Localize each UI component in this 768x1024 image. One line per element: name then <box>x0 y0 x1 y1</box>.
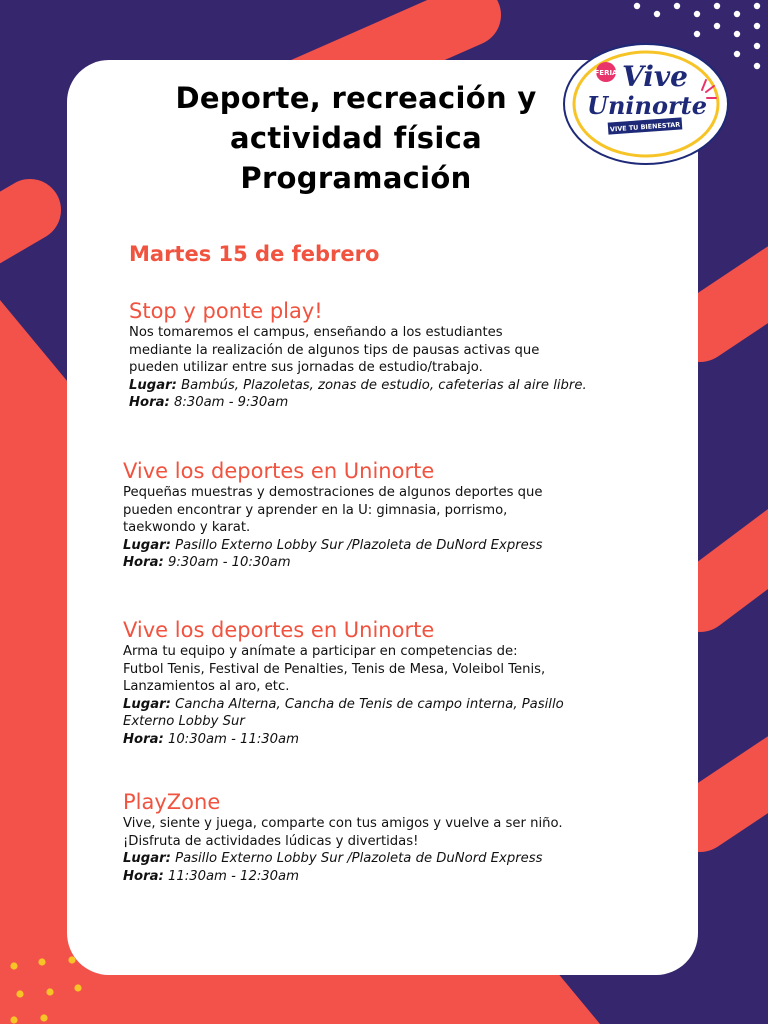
title-line-1: Deporte, recreación y <box>175 81 537 115</box>
time-value: 11:30am - 12:30am <box>163 868 299 884</box>
time-value: 10:30am - 11:30am <box>163 731 299 747</box>
place-label: Lugar: <box>123 851 171 866</box>
white-dot <box>754 3 760 9</box>
event-title: Vive los deportes en Uninorte <box>123 459 435 483</box>
place-value: Pasillo Externo Lobby Sur /Plazoleta de DuNord Express <box>170 537 543 553</box>
place-value: Bambús, Plazoletas, zonas de estudio, cafeterias al aire libre. <box>176 377 587 393</box>
time-label: Hora: <box>129 395 170 410</box>
title-line-3: Programación <box>240 161 472 195</box>
event-description <box>129 324 659 377</box>
description-line: pueden utilizar entre sus jornadas de estudio/trabajo. <box>129 360 483 375</box>
event-description <box>123 643 653 696</box>
description-line: Lanzamientos al aro, etc. <box>123 679 290 694</box>
event-place <box>123 537 653 555</box>
date-heading: Martes 15 de febrero <box>129 242 380 266</box>
yellow-dot <box>16 990 23 997</box>
time-label: Hora: <box>123 731 164 747</box>
page-title <box>86 78 626 198</box>
event-time <box>123 554 653 572</box>
white-dot <box>754 23 760 29</box>
time-value: 9:30am - 10:30am <box>163 555 291 570</box>
yellow-dot <box>40 1014 47 1021</box>
logo-tagline: VIVE TU BIENESTAR <box>609 120 681 134</box>
white-dot <box>694 31 700 37</box>
white-dot <box>694 11 700 17</box>
event-time <box>129 394 659 412</box>
description-line: taekwondo y karat. <box>123 520 251 535</box>
event-title: PlayZone <box>123 790 221 814</box>
time-value: 8:30am - 9:30am <box>169 395 289 410</box>
yellow-dot <box>10 1016 17 1023</box>
white-dot <box>734 51 740 57</box>
place-value: Cancha Alterna, Cancha de Tenis de campo interna, Pasillo <box>170 696 564 712</box>
place-label: Lugar: <box>123 537 171 553</box>
event-item <box>123 617 653 748</box>
description-line: Arma tu equipo y anímate a participar en competencias de: <box>123 644 518 659</box>
event-time <box>123 868 653 886</box>
white-dot <box>674 3 680 9</box>
event-title: Stop y ponte play! <box>129 299 323 323</box>
place-value: Pasillo Externo Lobby Sur /Plazoleta de DuNord Express <box>170 851 543 866</box>
description-line: Pequeñas muestras y demostraciones de algunos deportes que <box>123 485 543 500</box>
logo-word-vive: Vive <box>622 60 688 93</box>
white-dot <box>714 23 720 29</box>
event-item <box>129 298 659 412</box>
event-place <box>123 850 653 868</box>
title-line-2: actividad física <box>230 121 482 155</box>
white-dot <box>714 3 720 9</box>
logo-word-uninorte: Uninorte <box>587 91 707 120</box>
logo-badge: FERIA <box>594 69 618 77</box>
time-label: Hora: <box>123 868 164 884</box>
description-line: pueden encontrar y aprender en la U: gimnasia, porrismo, <box>123 502 508 518</box>
event-place-continued: Externo Lobby Sur <box>123 714 245 729</box>
place-label: Lugar: <box>123 696 171 712</box>
event-place <box>123 696 653 714</box>
white-dot <box>654 11 660 17</box>
white-dot <box>734 31 740 37</box>
white-dot <box>754 63 760 69</box>
event-time <box>123 731 653 749</box>
place-label: Lugar: <box>129 377 177 393</box>
time-label: Hora: <box>123 555 164 570</box>
description-line: mediante la realización de algunos tips de pausas activas que <box>129 342 540 358</box>
coral-stripe-left <box>0 210 30 245</box>
event-title: Vive los deportes en Uninorte <box>123 618 435 642</box>
event-item <box>123 789 653 885</box>
event-place <box>129 377 659 395</box>
yellow-dot <box>74 984 81 991</box>
description-line: Vive, siente y juega, comparte con tus amigos y vuelve a ser niño. <box>123 816 563 831</box>
white-dot <box>734 11 740 17</box>
white-dot <box>634 3 640 9</box>
event-description <box>123 484 653 537</box>
event-description <box>123 815 653 850</box>
description-line: ¡Disfruta de actividades lúdicas y divertidas! <box>123 833 419 849</box>
description-line: Nos tomaremos el campus, enseñando a los estudiantes <box>129 325 503 340</box>
description-line: Futbol Tenis, Festival de Penalties, Tenis de Mesa, Voleibol Tenis, <box>123 661 546 677</box>
white-dot <box>754 43 760 49</box>
yellow-dot <box>46 988 53 995</box>
event-item <box>123 458 653 572</box>
yellow-dot <box>10 962 17 969</box>
yellow-dot <box>38 958 45 965</box>
